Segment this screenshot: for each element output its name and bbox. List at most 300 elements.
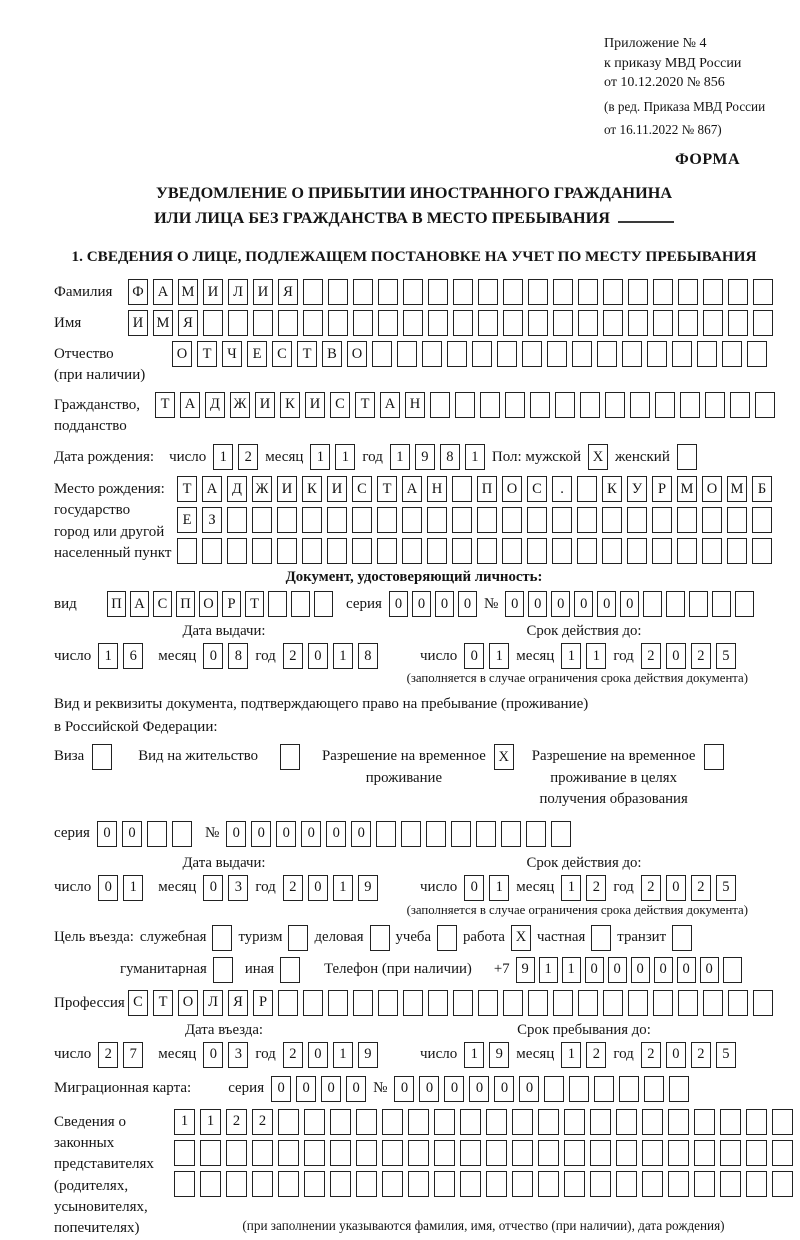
char-cell[interactable]: Т xyxy=(377,476,397,502)
char-cell[interactable] xyxy=(382,1140,403,1166)
char-cell[interactable] xyxy=(689,591,708,617)
char-cell[interactable] xyxy=(303,990,323,1016)
sex-female-checkbox[interactable] xyxy=(677,444,697,470)
char-cell[interactable] xyxy=(252,507,272,533)
char-cell[interactable]: Ч xyxy=(222,341,242,367)
char-cell[interactable] xyxy=(728,279,748,305)
stay-year-cells[interactable] xyxy=(641,1042,736,1068)
char-cell[interactable]: 1 xyxy=(333,1042,353,1068)
char-cell[interactable] xyxy=(227,538,247,564)
char-cell[interactable]: 1 xyxy=(489,875,509,901)
char-cell[interactable] xyxy=(512,1140,533,1166)
purpose-work-checkbox[interactable] xyxy=(511,925,531,951)
char-cell[interactable] xyxy=(712,591,731,617)
char-cell[interactable]: Т xyxy=(177,476,197,502)
char-cell[interactable]: 0 xyxy=(620,591,639,617)
char-cell[interactable] xyxy=(728,310,748,336)
char-cell[interactable]: О xyxy=(702,476,722,502)
char-cell[interactable] xyxy=(746,1171,767,1197)
char-cell[interactable]: 2 xyxy=(98,1042,118,1068)
char-cell[interactable]: 8 xyxy=(358,643,378,669)
char-cell[interactable]: 1 xyxy=(333,643,353,669)
char-cell[interactable] xyxy=(503,310,523,336)
char-cell[interactable] xyxy=(452,538,472,564)
char-cell[interactable] xyxy=(460,1140,481,1166)
char-cell[interactable]: 2 xyxy=(691,1042,711,1068)
char-cell[interactable] xyxy=(652,507,672,533)
migration-series-cells[interactable] xyxy=(271,1076,366,1102)
purpose-transit-checkbox[interactable] xyxy=(672,925,692,951)
char-cell[interactable] xyxy=(453,279,473,305)
char-cell[interactable] xyxy=(755,392,775,418)
char-cell[interactable] xyxy=(603,279,623,305)
char-cell[interactable] xyxy=(652,538,672,564)
char-cell[interactable]: Я xyxy=(178,310,198,336)
char-cell[interactable]: 2 xyxy=(586,1042,606,1068)
doc-issue-year-cells[interactable] xyxy=(283,643,378,669)
char-cell[interactable] xyxy=(619,1076,639,1102)
char-cell[interactable]: 0 xyxy=(308,643,328,669)
char-cell[interactable]: А xyxy=(202,476,222,502)
char-cell[interactable]: 1 xyxy=(310,444,330,470)
char-cell[interactable] xyxy=(572,341,592,367)
purpose-official-checkbox[interactable] xyxy=(212,925,232,951)
residence-issue-day-cells[interactable] xyxy=(98,875,143,901)
char-cell[interactable] xyxy=(577,476,597,502)
char-cell[interactable] xyxy=(277,507,297,533)
char-cell[interactable] xyxy=(605,392,625,418)
char-cell[interactable] xyxy=(553,310,573,336)
citizenship-cells[interactable] xyxy=(155,392,775,418)
char-cell[interactable] xyxy=(502,538,522,564)
char-cell[interactable]: 1 xyxy=(465,444,485,470)
char-cell[interactable] xyxy=(668,1109,689,1135)
char-cell[interactable] xyxy=(672,925,692,951)
char-cell[interactable] xyxy=(538,1109,559,1135)
char-cell[interactable] xyxy=(408,1109,429,1135)
char-cell[interactable] xyxy=(353,310,373,336)
char-cell[interactable] xyxy=(428,310,448,336)
char-cell[interactable] xyxy=(752,507,772,533)
char-cell[interactable]: 9 xyxy=(516,957,535,983)
char-cell[interactable] xyxy=(382,1109,403,1135)
char-cell[interactable]: 2 xyxy=(691,643,711,669)
char-cell[interactable]: 0 xyxy=(519,1076,539,1102)
char-cell[interactable]: О xyxy=(347,341,367,367)
surname-cells[interactable] xyxy=(128,279,773,305)
char-cell[interactable] xyxy=(512,1109,533,1135)
char-cell[interactable]: 5 xyxy=(716,875,736,901)
char-cell[interactable] xyxy=(356,1109,377,1135)
char-cell[interactable] xyxy=(735,591,754,617)
char-cell[interactable]: 2 xyxy=(226,1109,247,1135)
char-cell[interactable] xyxy=(403,279,423,305)
char-cell[interactable] xyxy=(772,1171,793,1197)
char-cell[interactable] xyxy=(642,1109,663,1135)
char-cell[interactable] xyxy=(552,538,572,564)
char-cell[interactable] xyxy=(753,279,773,305)
char-cell[interactable]: 3 xyxy=(228,1042,248,1068)
char-cell[interactable]: Т xyxy=(245,591,264,617)
char-cell[interactable] xyxy=(302,538,322,564)
char-cell[interactable]: 0 xyxy=(700,957,719,983)
char-cell[interactable]: 1 xyxy=(539,957,558,983)
char-cell[interactable] xyxy=(327,538,347,564)
char-cell[interactable]: . xyxy=(552,476,572,502)
char-cell[interactable] xyxy=(720,1140,741,1166)
char-cell[interactable]: З xyxy=(202,507,222,533)
char-cell[interactable]: А xyxy=(153,279,173,305)
char-cell[interactable]: 2 xyxy=(283,875,303,901)
char-cell[interactable]: 0 xyxy=(666,1042,686,1068)
char-cell[interactable]: К xyxy=(302,476,322,502)
char-cell[interactable]: С xyxy=(128,990,148,1016)
purpose-humanitarian-checkbox[interactable] xyxy=(213,957,233,983)
char-cell[interactable] xyxy=(527,538,547,564)
char-cell[interactable] xyxy=(302,507,322,533)
char-cell[interactable] xyxy=(553,990,573,1016)
char-cell[interactable]: 2 xyxy=(641,643,661,669)
entry-day-cells[interactable] xyxy=(98,1042,143,1068)
char-cell[interactable]: 0 xyxy=(597,591,616,617)
char-cell[interactable] xyxy=(723,957,742,983)
char-cell[interactable] xyxy=(352,538,372,564)
char-cell[interactable]: 0 xyxy=(308,1042,328,1068)
char-cell[interactable] xyxy=(376,821,396,847)
char-cell[interactable] xyxy=(428,279,448,305)
char-cell[interactable]: П xyxy=(477,476,497,502)
char-cell[interactable]: 2 xyxy=(283,1042,303,1068)
char-cell[interactable]: А xyxy=(130,591,149,617)
char-cell[interactable]: Т xyxy=(197,341,217,367)
char-cell[interactable] xyxy=(397,341,417,367)
char-cell[interactable] xyxy=(577,538,597,564)
doc-issue-day-cells[interactable] xyxy=(98,643,143,669)
char-cell[interactable] xyxy=(378,310,398,336)
char-cell[interactable]: С xyxy=(527,476,547,502)
char-cell[interactable] xyxy=(503,990,523,1016)
char-cell[interactable] xyxy=(278,1171,299,1197)
char-cell[interactable] xyxy=(666,591,685,617)
char-cell[interactable] xyxy=(703,310,723,336)
char-cell[interactable] xyxy=(578,310,598,336)
char-cell[interactable]: 0 xyxy=(203,643,223,669)
char-cell[interactable]: И xyxy=(277,476,297,502)
temp-permit-checkbox[interactable] xyxy=(494,744,514,770)
char-cell[interactable] xyxy=(200,1140,221,1166)
char-cell[interactable] xyxy=(752,538,772,564)
char-cell[interactable]: 0 xyxy=(296,1076,316,1102)
char-cell[interactable]: 1 xyxy=(562,957,581,983)
residence-issue-month-cells[interactable] xyxy=(203,875,248,901)
char-cell[interactable] xyxy=(174,1140,195,1166)
doc-valid-day-cells[interactable] xyxy=(464,643,509,669)
char-cell[interactable] xyxy=(622,341,642,367)
char-cell[interactable]: Б xyxy=(752,476,772,502)
char-cell[interactable] xyxy=(453,990,473,1016)
char-cell[interactable]: 0 xyxy=(654,957,673,983)
char-cell[interactable] xyxy=(512,1171,533,1197)
char-cell[interactable] xyxy=(452,507,472,533)
char-cell[interactable] xyxy=(569,1076,589,1102)
char-cell[interactable]: 0 xyxy=(631,957,650,983)
char-cell[interactable]: 0 xyxy=(226,821,246,847)
char-cell[interactable]: Л xyxy=(228,279,248,305)
char-cell[interactable] xyxy=(455,392,475,418)
char-cell[interactable]: 1 xyxy=(200,1109,221,1135)
char-cell[interactable] xyxy=(672,341,692,367)
char-cell[interactable]: 0 xyxy=(551,591,570,617)
entry-month-cells[interactable] xyxy=(203,1042,248,1068)
char-cell[interactable] xyxy=(177,538,197,564)
char-cell[interactable]: А xyxy=(380,392,400,418)
char-cell[interactable] xyxy=(497,341,517,367)
char-cell[interactable] xyxy=(428,990,448,1016)
char-cell[interactable] xyxy=(280,744,300,770)
char-cell[interactable]: Р xyxy=(652,476,672,502)
char-cell[interactable] xyxy=(268,591,287,617)
birth-day-cells[interactable] xyxy=(213,444,258,470)
char-cell[interactable] xyxy=(594,1076,614,1102)
char-cell[interactable]: П xyxy=(107,591,126,617)
char-cell[interactable] xyxy=(427,538,447,564)
char-cell[interactable]: 2 xyxy=(238,444,258,470)
char-cell[interactable]: 1 xyxy=(213,444,233,470)
char-cell[interactable] xyxy=(627,507,647,533)
char-cell[interactable]: 1 xyxy=(561,875,581,901)
char-cell[interactable]: Ж xyxy=(252,476,272,502)
char-cell[interactable]: М xyxy=(178,279,198,305)
char-cell[interactable] xyxy=(172,821,192,847)
char-cell[interactable] xyxy=(616,1171,637,1197)
char-cell[interactable] xyxy=(327,507,347,533)
char-cell[interactable]: Т xyxy=(297,341,317,367)
char-cell[interactable] xyxy=(174,1171,195,1197)
char-cell[interactable]: 9 xyxy=(489,1042,509,1068)
char-cell[interactable] xyxy=(547,341,567,367)
char-cell[interactable]: Е xyxy=(247,341,267,367)
representatives-line3[interactable] xyxy=(174,1171,793,1197)
char-cell[interactable]: 0 xyxy=(574,591,593,617)
char-cell[interactable] xyxy=(528,279,548,305)
purpose-business-checkbox[interactable] xyxy=(370,925,390,951)
birth-place-line2[interactable] xyxy=(177,507,772,533)
char-cell[interactable] xyxy=(278,990,298,1016)
char-cell[interactable] xyxy=(378,279,398,305)
char-cell[interactable]: 1 xyxy=(561,1042,581,1068)
char-cell[interactable]: 9 xyxy=(358,875,378,901)
char-cell[interactable] xyxy=(401,821,421,847)
phone-cells[interactable] xyxy=(516,957,742,983)
char-cell[interactable] xyxy=(277,538,297,564)
char-cell[interactable]: X xyxy=(494,744,514,770)
char-cell[interactable] xyxy=(772,1109,793,1135)
char-cell[interactable]: 0 xyxy=(464,875,484,901)
char-cell[interactable] xyxy=(437,925,457,951)
char-cell[interactable]: 0 xyxy=(326,821,346,847)
char-cell[interactable] xyxy=(147,821,167,847)
char-cell[interactable]: 0 xyxy=(505,591,524,617)
char-cell[interactable] xyxy=(403,310,423,336)
char-cell[interactable]: О xyxy=(199,591,218,617)
char-cell[interactable]: 0 xyxy=(469,1076,489,1102)
char-cell[interactable]: 0 xyxy=(585,957,604,983)
char-cell[interactable] xyxy=(597,341,617,367)
char-cell[interactable] xyxy=(677,444,697,470)
char-cell[interactable] xyxy=(643,591,662,617)
char-cell[interactable] xyxy=(486,1171,507,1197)
char-cell[interactable]: Л xyxy=(203,990,223,1016)
char-cell[interactable] xyxy=(590,1171,611,1197)
char-cell[interactable] xyxy=(477,507,497,533)
doc-valid-year-cells[interactable] xyxy=(641,643,736,669)
char-cell[interactable]: М xyxy=(677,476,697,502)
char-cell[interactable]: К xyxy=(602,476,622,502)
stay-month-cells[interactable] xyxy=(561,1042,606,1068)
char-cell[interactable] xyxy=(330,1140,351,1166)
char-cell[interactable]: 0 xyxy=(666,643,686,669)
char-cell[interactable]: 0 xyxy=(203,875,223,901)
char-cell[interactable]: И xyxy=(203,279,223,305)
representatives-line2[interactable] xyxy=(174,1140,793,1166)
char-cell[interactable] xyxy=(628,990,648,1016)
char-cell[interactable] xyxy=(746,1109,767,1135)
patronymic-cells[interactable] xyxy=(172,341,767,367)
char-cell[interactable] xyxy=(503,279,523,305)
doc-issue-month-cells[interactable] xyxy=(203,643,248,669)
char-cell[interactable] xyxy=(551,821,571,847)
char-cell[interactable] xyxy=(577,507,597,533)
char-cell[interactable]: 0 xyxy=(458,591,477,617)
char-cell[interactable] xyxy=(538,1140,559,1166)
char-cell[interactable] xyxy=(328,990,348,1016)
char-cell[interactable] xyxy=(642,1140,663,1166)
char-cell[interactable]: А xyxy=(180,392,200,418)
char-cell[interactable] xyxy=(408,1171,429,1197)
char-cell[interactable] xyxy=(502,507,522,533)
char-cell[interactable]: 5 xyxy=(716,643,736,669)
char-cell[interactable]: Д xyxy=(205,392,225,418)
char-cell[interactable] xyxy=(528,310,548,336)
char-cell[interactable] xyxy=(678,990,698,1016)
char-cell[interactable] xyxy=(694,1140,715,1166)
char-cell[interactable]: И xyxy=(128,310,148,336)
char-cell[interactable]: 0 xyxy=(351,821,371,847)
char-cell[interactable]: 0 xyxy=(412,591,431,617)
char-cell[interactable]: X xyxy=(588,444,608,470)
char-cell[interactable] xyxy=(628,310,648,336)
char-cell[interactable]: Р xyxy=(222,591,241,617)
char-cell[interactable] xyxy=(630,392,650,418)
char-cell[interactable] xyxy=(452,476,472,502)
char-cell[interactable] xyxy=(430,392,450,418)
char-cell[interactable]: 2 xyxy=(691,875,711,901)
char-cell[interactable] xyxy=(522,341,542,367)
char-cell[interactable] xyxy=(252,1171,273,1197)
char-cell[interactable]: 2 xyxy=(586,875,606,901)
char-cell[interactable] xyxy=(328,279,348,305)
char-cell[interactable]: 0 xyxy=(677,957,696,983)
edu-permit-checkbox[interactable] xyxy=(704,744,724,770)
char-cell[interactable]: 1 xyxy=(174,1109,195,1135)
char-cell[interactable] xyxy=(694,1171,715,1197)
char-cell[interactable] xyxy=(727,538,747,564)
char-cell[interactable] xyxy=(552,507,572,533)
char-cell[interactable]: 1 xyxy=(464,1042,484,1068)
char-cell[interactable] xyxy=(616,1140,637,1166)
char-cell[interactable]: 9 xyxy=(358,1042,378,1068)
char-cell[interactable]: Я xyxy=(278,279,298,305)
char-cell[interactable]: 0 xyxy=(444,1076,464,1102)
char-cell[interactable]: 1 xyxy=(561,643,581,669)
birth-year-cells[interactable] xyxy=(390,444,485,470)
char-cell[interactable] xyxy=(527,507,547,533)
char-cell[interactable]: 0 xyxy=(419,1076,439,1102)
char-cell[interactable]: 0 xyxy=(276,821,296,847)
doc-series-cells[interactable] xyxy=(389,591,477,617)
char-cell[interactable] xyxy=(227,507,247,533)
char-cell[interactable] xyxy=(252,538,272,564)
residence-valid-month-cells[interactable] xyxy=(561,875,606,901)
char-cell[interactable] xyxy=(330,1171,351,1197)
char-cell[interactable] xyxy=(291,591,310,617)
char-cell[interactable] xyxy=(747,341,767,367)
purpose-private-checkbox[interactable] xyxy=(591,925,611,951)
char-cell[interactable] xyxy=(328,310,348,336)
char-cell[interactable]: И xyxy=(305,392,325,418)
char-cell[interactable]: С xyxy=(352,476,372,502)
char-cell[interactable] xyxy=(378,990,398,1016)
char-cell[interactable]: М xyxy=(153,310,173,336)
char-cell[interactable] xyxy=(603,990,623,1016)
char-cell[interactable]: 3 xyxy=(228,875,248,901)
char-cell[interactable] xyxy=(202,538,222,564)
char-cell[interactable] xyxy=(402,507,422,533)
residence-number-cells[interactable] xyxy=(226,821,571,847)
char-cell[interactable]: И xyxy=(327,476,347,502)
char-cell[interactable] xyxy=(627,538,647,564)
char-cell[interactable]: 0 xyxy=(97,821,117,847)
char-cell[interactable] xyxy=(356,1140,377,1166)
char-cell[interactable] xyxy=(486,1109,507,1135)
char-cell[interactable]: 8 xyxy=(228,643,248,669)
char-cell[interactable]: 1 xyxy=(333,875,353,901)
char-cell[interactable]: М xyxy=(727,476,747,502)
char-cell[interactable] xyxy=(653,990,673,1016)
char-cell[interactable]: 0 xyxy=(271,1076,291,1102)
char-cell[interactable] xyxy=(697,341,717,367)
char-cell[interactable] xyxy=(314,591,333,617)
char-cell[interactable]: 2 xyxy=(641,1042,661,1068)
char-cell[interactable]: И xyxy=(255,392,275,418)
char-cell[interactable] xyxy=(372,341,392,367)
representatives-line1[interactable] xyxy=(174,1109,793,1135)
char-cell[interactable]: Ж xyxy=(230,392,250,418)
purpose-other-checkbox[interactable] xyxy=(280,957,300,983)
char-cell[interactable] xyxy=(434,1140,455,1166)
char-cell[interactable]: К xyxy=(280,392,300,418)
char-cell[interactable] xyxy=(753,310,773,336)
entry-year-cells[interactable] xyxy=(283,1042,378,1068)
char-cell[interactable] xyxy=(213,957,233,983)
residence-valid-year-cells[interactable] xyxy=(641,875,736,901)
char-cell[interactable]: 0 xyxy=(528,591,547,617)
char-cell[interactable] xyxy=(288,925,308,951)
char-cell[interactable] xyxy=(480,392,500,418)
char-cell[interactable] xyxy=(703,990,723,1016)
char-cell[interactable] xyxy=(602,538,622,564)
char-cell[interactable] xyxy=(477,538,497,564)
